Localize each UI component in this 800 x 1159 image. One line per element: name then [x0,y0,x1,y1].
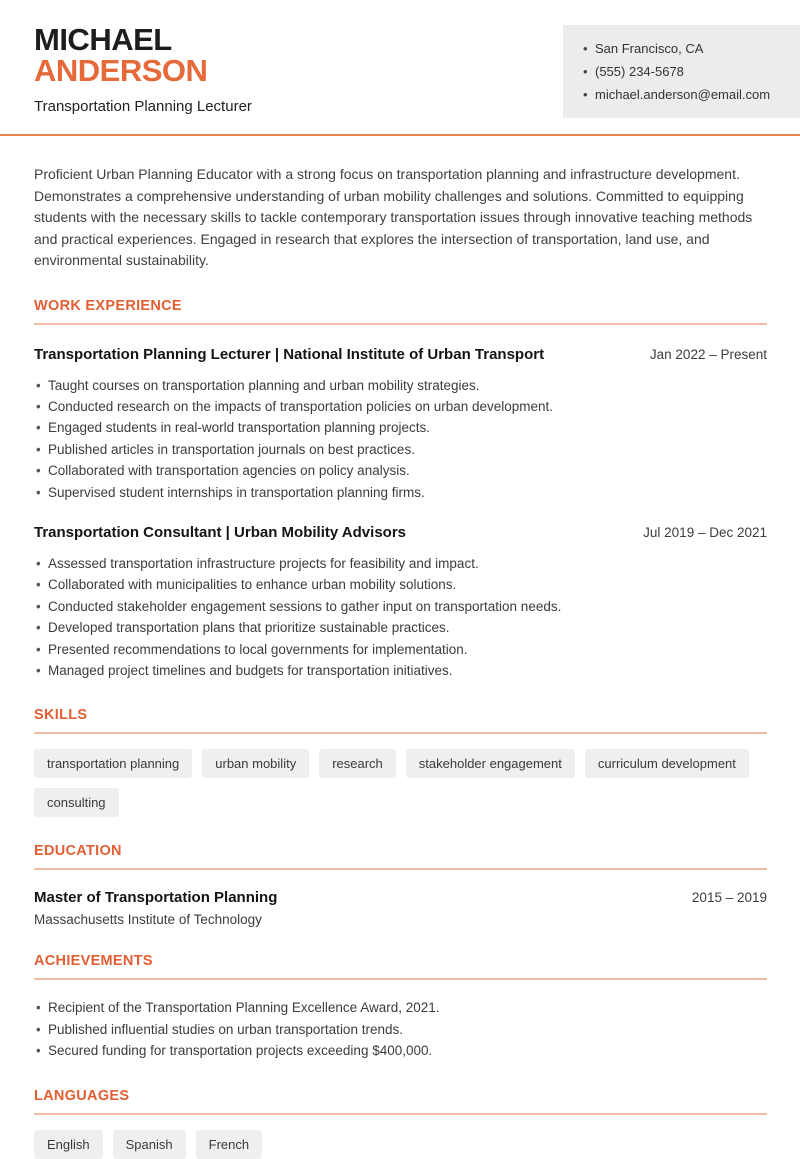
skills-tag-list [34,749,767,817]
section-divider [34,978,767,980]
job-title: Transportation Consultant | Urban Mobility Advisors [34,523,406,541]
education-header [34,889,767,906]
achievement-bullet: • Secured funding for transportation projects exceeding $400,000. [34,1040,767,1061]
section-heading-work: WORK EXPERIENCE [34,297,182,314]
job-bullet: • Published articles in transportation journals on best practices. [34,439,767,460]
job-dates: Jan 2022 – Present [649,346,767,362]
contact-location: • San Francisco, CA [583,37,786,60]
skill-tag: consulting [34,788,119,817]
skill-tag: stakeholder engagement [406,749,575,778]
achievement-bullet: • Recipient of the Transportation Planning Excellence Award, 2021. [34,997,767,1018]
degree-school: Massachusetts Institute of Technology [34,912,262,928]
headline-job-title: Transportation Planning Lecturer [34,98,252,115]
languages-tag-list [34,1130,767,1159]
content [0,164,800,1159]
skill-tag: transportation planning [34,749,192,778]
section-heading-achievements: ACHIEVEMENTS [34,953,153,970]
job-title: Transportation Planning Lecturer | National Institute of Urban Transport [34,345,545,363]
language-tag: English [34,1130,103,1159]
job-bullets [34,553,767,681]
job-entry [34,524,767,681]
job-bullet: • Collaborated with transportation agencies on policy analysis. [34,460,767,481]
job-header [34,346,767,363]
job-bullet: • Engaged students in real-world transportation planning projects. [34,417,767,438]
job-dates: Jul 2019 – Dec 2021 [643,524,767,540]
language-tag: Spanish [113,1130,186,1159]
header [0,0,800,134]
degree-dates: 2015 – 2019 [691,890,767,906]
job-entry [34,346,767,503]
section-education [34,843,767,927]
job-bullet: • Presented recommendations to local governments for implementation. [34,639,767,660]
section-heading-languages: LANGUAGES [34,1087,130,1104]
section-divider [34,868,767,870]
section-languages [34,1088,767,1159]
language-tag: French [196,1130,262,1159]
skill-tag: research [319,749,396,778]
section-divider [34,1113,767,1115]
contact-email: • michael.anderson@email.com [583,83,786,106]
section-divider [34,732,767,734]
contact-phone: • (555) 234-5678 [583,60,786,83]
header-divider [0,134,800,136]
contact-box [563,25,800,118]
first-name: MICHAEL [34,22,172,57]
section-achievements [34,953,767,1061]
section-heading-education: EDUCATION [34,843,122,860]
education-entry [34,889,767,927]
section-work-experience [34,298,767,682]
job-bullets [34,375,767,503]
job-bullet: • Conducted research on the impacts of transportation policies on urban development. [34,396,767,417]
section-heading-skills: SKILLS [34,707,88,724]
skill-tag: urban mobility [202,749,309,778]
job-bullet: • Taught courses on transportation planning and urban mobility strategies. [34,375,767,396]
job-bullet: • Supervised student internships in transportation planning firms. [34,482,767,503]
summary-paragraph: Proficient Urban Planning Educator with a strong focus on transportation planning and infrastructure development. Demonstrates a comprehensive understanding of urban mobility challenges and solutions. Committed to equipping students with the necessary skills to tackle contemporary transportation issues through innovative teaching methods and practical experiences. Engaged in research that explores the intersection of transportation, land use, and environmental sustainability. [34,166,753,268]
job-bullet: • Developed transportation plans that prioritize sustainable practices. [34,617,767,638]
job-bullet: • Managed project timelines and budgets for transportation initiatives. [34,660,767,681]
section-skills [34,707,767,817]
skill-tag: curriculum development [585,749,749,778]
last-name: ANDERSON [34,53,208,88]
job-bullet: • Conducted stakeholder engagement sessions to gather input on transportation needs. [34,596,767,617]
achievement-bullet: • Published influential studies on urban transportation trends. [34,1019,767,1040]
job-bullet: • Assessed transportation infrastructure projects for feasibility and impact. [34,553,767,574]
achievements-bullets [34,997,767,1061]
job-bullet: • Collaborated with municipalities to enhance urban mobility solutions. [34,574,767,595]
job-header [34,524,767,541]
degree-title: Master of Transportation Planning [34,889,278,907]
contact-list [583,37,786,106]
section-divider [34,323,767,325]
